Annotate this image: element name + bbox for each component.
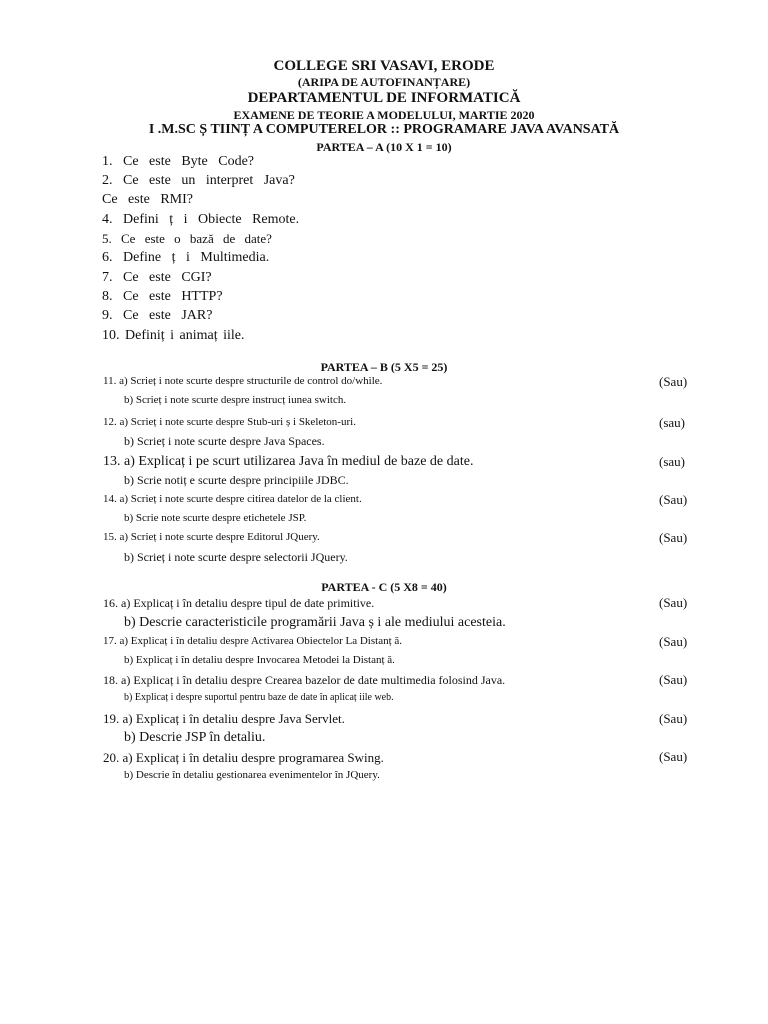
exam-title: EXAMENE DE TEORIE A MODELULUI, MARTIE 2020: [233, 108, 535, 122]
part-a-question: [102, 308, 212, 324]
alternative-marker: (Sau): [659, 672, 688, 687]
part-b-question-a: 13. a) Explicaț i pe scurt utilizarea Java în mediul de baze de date.: [103, 454, 474, 469]
part-b-question-b: b) Scrie notiț e scurte despre principiile JDBC.: [124, 473, 349, 487]
question-text: Ce este RMI?: [102, 192, 193, 207]
alternative-marker: (Sau): [659, 374, 688, 389]
part-b-question-b: b) Scrieț i note scurte despre instrucț iunea switch.: [124, 394, 347, 406]
part-c-question-a: 18. a) Explicaț i în detaliu despre Crearea bazelor de date multimedia folosind Java.: [103, 673, 506, 687]
question-number: 10.: [102, 328, 120, 343]
alternative-marker: (sau): [659, 415, 685, 430]
part-a-question: [102, 212, 299, 228]
question-text: Definiț i animaț iile.: [125, 328, 245, 343]
part-c-question-b: b) Descrie în detaliu gestionarea evenimentelor în JQuery.: [124, 769, 380, 781]
part-a-question: [102, 154, 254, 170]
question-text: Ce este CGI?: [123, 270, 212, 285]
question-number: 6.: [102, 250, 113, 265]
question-number: 4.: [102, 212, 113, 227]
part-c-question-b: b) Descrie caracteristicile programării Java ș i ale mediului acesteia.: [124, 615, 506, 630]
question-text: Define ț i Multimedia.: [123, 250, 270, 265]
part-c-question-b: b) Descrie JSP în detaliu.: [124, 730, 266, 745]
part-b-question-a: 12. a) Scrieț i note scurte despre Stub-uri ș i Skeleton-uri.: [103, 416, 356, 428]
part-a-question: [102, 270, 212, 286]
question-number: 7.: [102, 270, 113, 285]
question-text: Ce este un interpret Java?: [123, 173, 295, 188]
alternative-marker: (Sau): [659, 492, 688, 507]
part-c-question-a: 16. a) Explicaț i în detaliu despre tipul de date primitive.: [103, 596, 375, 610]
question-text: Ce este HTTP?: [123, 289, 223, 304]
part-c-question-b: b) Explicaț i despre suportul pentru baze de date în aplicaț iile web.: [124, 692, 394, 703]
question-number: 5.: [102, 231, 112, 246]
part-a-question: [102, 173, 295, 189]
course-title: I .M.SC Ș TIINȚ A COMPUTERELOR :: PROGRAMARE JAVA AVANSATĂ: [148, 122, 620, 137]
question-text: Ce este o bază de date?: [121, 231, 272, 246]
part-a-question: [102, 250, 269, 266]
part-c-question-a: 19. a) Explicaț i în detaliu despre Java Servlet.: [103, 711, 345, 726]
question-text: Defini ț i Obiecte Remote.: [123, 212, 300, 227]
part-b-question-b: b) Scrieț i note scurte despre Java Spaces.: [124, 434, 325, 448]
alternative-marker: (Sau): [659, 595, 688, 610]
alternative-marker: (sau): [659, 454, 685, 469]
college-name: COLLEGE SRI VASAVI, ERODE: [273, 58, 495, 74]
part-b-question-a: 11. a) Scrieț i note scurte despre structurile de control do/while.: [103, 375, 383, 387]
alternative-marker: (Sau): [659, 530, 688, 545]
alternative-marker: (Sau): [659, 749, 688, 764]
part-b-title: PARTEA – B (5 X5 = 25): [320, 360, 448, 374]
alternative-marker: (Sau): [659, 634, 688, 649]
wing-name: (ARIPA DE AUTOFINANȚARE): [297, 75, 471, 89]
part-c-question-a: 17. a) Explicaț i în detaliu despre Activarea Obiectelor La Distanț ă.: [103, 635, 403, 647]
part-a-question: [102, 328, 245, 344]
question-text: Ce este Byte Code?: [123, 154, 255, 169]
question-number: 8.: [102, 289, 113, 304]
department-name: DEPARTAMENTUL DE INFORMATICĂ: [247, 90, 521, 106]
part-c-question-b: b) Explicaț i în detaliu despre Invocarea Metodei la Distanț ă.: [124, 654, 395, 666]
alternative-marker: (Sau): [659, 711, 688, 726]
question-number: 9.: [102, 308, 113, 323]
question-text: Ce este JAR?: [123, 308, 213, 323]
part-c-title: PARTEA - C (5 X8 = 40): [321, 580, 447, 594]
part-b-question-b: b) Scrie note scurte despre etichetele JSP.: [124, 512, 307, 524]
part-b-question-a: 15. a) Scrieț i note scurte despre Editorul JQuery.: [103, 531, 320, 543]
part-b-question-b: b) Scrieț i note scurte despre selectorii JQuery.: [124, 550, 348, 564]
part-b-question-a: 14. a) Scrieț i note scurte despre citirea datelor de la client.: [103, 493, 362, 505]
part-c-question-a: 20. a) Explicaț i în detaliu despre programarea Swing.: [103, 750, 384, 765]
question-number: 2.: [102, 173, 113, 188]
part-a-question: [102, 192, 193, 208]
part-a-title: PARTEA – A (10 X 1 = 10): [316, 140, 452, 154]
part-a-question: [102, 231, 272, 247]
part-a-question: [102, 289, 223, 305]
question-number: 1.: [102, 154, 113, 169]
